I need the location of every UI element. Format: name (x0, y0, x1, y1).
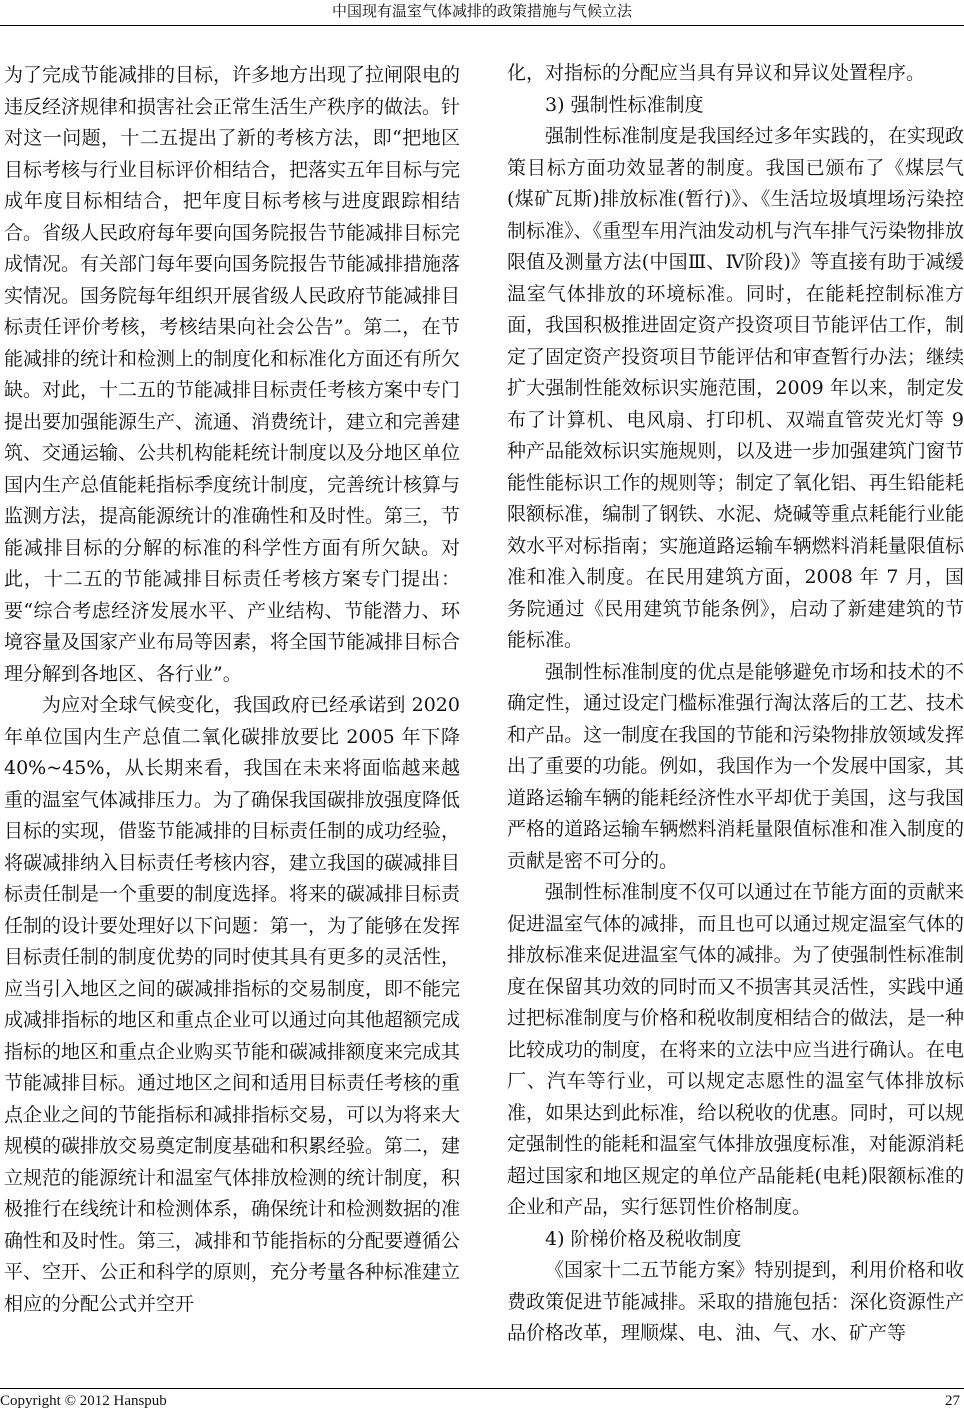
right-column (507, 58, 964, 1350)
footer-divider (0, 1388, 964, 1389)
left-column (4, 60, 460, 1320)
header-divider (0, 25, 964, 26)
body-paragraph: 化，对指标的分配应当具有异议和异议处置程序。 (507, 62, 926, 84)
body-paragraph: 为了完成节能减排的目标，许多地方出现了拉闸限电的违反经济规律和损害社会正常生活生产秩序的做法。针对这一问题，十二五提出了新的考核方法，即“把地区目标考核与行业目标评价相结合，把落实五年目标与完成年度目标相结合，把年度目标考核与进度跟踪相结合。省级人民政府每年要向国务院报告节能减排目标完成情况。有关部门每年要向国务院报告节能减排措施落实情况。国务院每年组织开展省级人民政府节能减排目标责任评价考核，考核结果向社会公告”。第二，在节能减排的统计和检测上的制度化和标准化方面还有所欠缺。对此，十二五的节能减排目标责任考核方案中专门提出要加强能源生产、流通、消费统计，建立和完善建筑、交通运输、公共机构能耗统计制度以及分地区单位国内生产总值能耗指标季度统计制度，完善统计核算与监测方法，提高能源统计的准确性和及时性。第三，节能减排目标的分解的标准的科学性方面有所欠缺。对此，十二五的节能减排目标责任考核方案专门提出：要“综合考虑经济发展水平、产业结构、节能潜力、环境容量及国家产业布局等因素，将全国节能减排目标合理分解到各地区、各行业”。 (4, 64, 461, 685)
copyright-notice: Copyright © 2012 Hanspub (0, 1393, 167, 1409)
page-number: 27 (945, 1393, 960, 1409)
body-paragraph: 强制性标准制度是我国经过多年实践的，在实现政策目标方面功效显著的制度。我国已颁布了《煤层气(煤矿瓦斯)排放标准(暂行)》、《生活垃圾填埋场污染控制标准》、《重型车用汽油发动机与汽车排气污染物排放限值及测量方法(中国Ⅲ、Ⅳ阶段)》等直接有助于减缓温室气体排放的环境标准。同时，在能耗控制标准方面，我国积极推进固定资产投资项目节能评估工作，制定了固定资产投资项目节能评估和审查暂行办法；继续扩大强制性能效标识实施范围，2009 年以来，制定发布了计算机、电风扇、打印机、双端直管荧光灯等 9 种产品能效标识实施规则，以及进一步加强建筑门窗节能性能标识工作的规则等；制定了氧化铝、再生铅能耗限额标准，编制了钢铁、水泥、烧碱等重点耗能行业能效水平对标指南；实施道路运输车辆燃料消耗量限值标准和准入制度。在民用建筑方面，2008 年 7 月，国务院通过《民用建筑节能条例》，启动了新建建筑的节能标准。 (507, 125, 964, 651)
body-paragraph: 《国家十二五节能方案》特别提到，利用价格和收费政策促进节能减排。采取的措施包括：深化资源性产品价格改革，理顺煤、电、油、气、水、矿产等 (507, 1259, 964, 1344)
body-paragraph: 强制性标准制度不仅可以通过在节能方面的贡献来促进温室气体的减排，而且也可以通过规定温室气体的排放标准来促进温室气体的减排。为了使强制性标准制度在保留其功效的同时而又不损害其灵活性，实践中通过把标准制度与价格和税收制度相结合的做法，是一种比较成功的制度，在将来的立法中应当进行确认。在电厂、汽车等行业，可以规定志愿性的温室气体排放标准，如果达到此标准，给以税收的优惠。同时，可以规定强制性的能耗和温室气体排放强度标准，对能源消耗超过国家和地区规定的单位产品能耗(电耗)限额标准的企业和产品，实行惩罚性价格制度。 (507, 881, 964, 1218)
body-paragraph: 为应对全球气候变化，我国政府已经承诺到 2020 年单位国内生产总值二氧化碳排放要比 2005 年下降 40%~45%，从长期来看，我国在未来将面临越来越重的温室气体减排压力。为了确保我国碳排放强度降低目标的实现，借鉴节能减排的目标责任制的成功经验，将碳减排纳入目标责任考核内容，建立我国的碳减排目标责任制是一个重要的制度选择。将来的碳减排目标责任制的设计要处理好以下问题：第一，为了能够在发挥目标责任制的制度优势的同时使其具有更多的灵活性，应当引入地区之间的碳减排指标的交易制度，即不能完成减排指标的地区和重点企业可以通过向其他超额完成指标的地区和重点企业购买节能和碳减排额度来完成其节能减排目标。通过地区之间和适用目标责任考核的重点企业之间的节能指标和减排指标交易，可以为将来大规模的碳排放交易奠定制度基础和积累经验。第二，建立规范的能源统计和温室气体排放检测的统计制度，积极推行在线统计和检测体系，确保统计和检测数据的准确性和及时性。第三，减排和节能指标的分配要遵循公平、空开、公正和科学的原则，充分考量各种标准建立相应的分配公式并空开 (4, 694, 461, 1315)
body-paragraph: 强制性标准制度的优点是能够避免市场和技术的不确定性，通过设定门槛标准强行淘汰落后的工艺、技术和产品。这一制度在我国的节能和污染物排放领域发挥出了重要的功能。例如，我国作为一个发展中国家，其道路运输车辆的能耗经济性水平却优于美国，这与我国严格的道路运输车辆燃料消耗量限值标准和准入制度的贡献是密不可分的。 (507, 660, 964, 872)
section-heading: 3) 强制性标准制度 (545, 93, 704, 116)
section-heading: 4) 阶梯价格及税收制度 (545, 1227, 742, 1250)
running-header: 中国现有温室气体减排的政策措施与气候立法 (331, 2, 632, 20)
